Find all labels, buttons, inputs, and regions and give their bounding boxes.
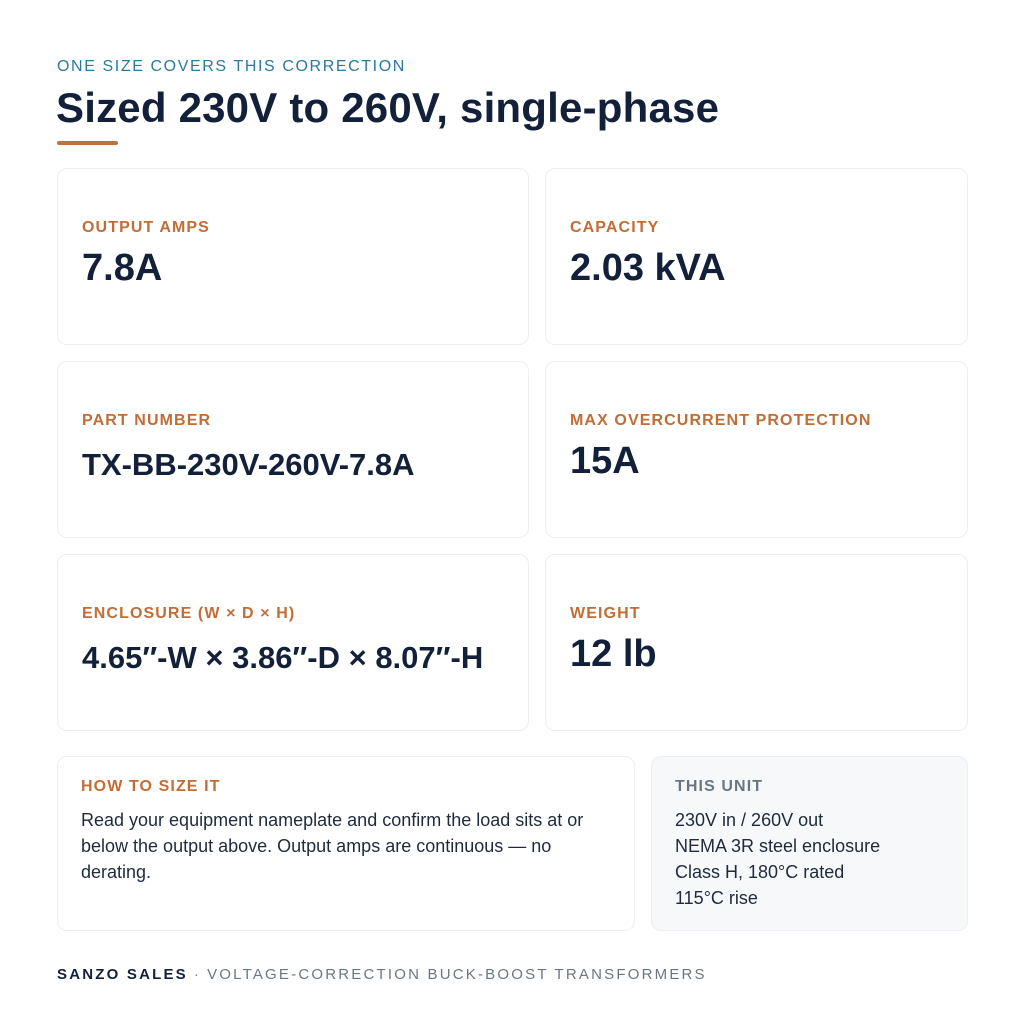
footer-tagline: VOLTAGE-CORRECTION BUCK-BOOST TRANSFORMERS: [207, 966, 707, 983]
spec-value: 15A: [570, 440, 640, 482]
how-to-size-label: HOW TO SIZE IT: [81, 778, 221, 795]
spec-card-max-overcurrent: [545, 361, 968, 538]
eyebrow-label: ONE SIZE COVERS THIS CORRECTION: [57, 58, 406, 75]
spec-label: WEIGHT: [570, 605, 641, 622]
spec-card-enclosure: [57, 554, 529, 731]
spec-card-weight: [545, 554, 968, 731]
spec-value: 12 lb: [570, 633, 657, 675]
this-unit-label: THIS UNIT: [675, 778, 764, 795]
footer-brand: SANZO SALES: [57, 966, 188, 983]
accent-rule: [57, 141, 118, 145]
spec-card-part-number: [57, 361, 529, 538]
spec-card-output-amps: [57, 168, 529, 345]
spec-value: 2.03 kVA: [570, 247, 726, 289]
spec-label: MAX OVERCURRENT PROTECTION: [570, 412, 872, 429]
spec-value: 7.8A: [82, 247, 163, 289]
spec-label: OUTPUT AMPS: [82, 219, 210, 236]
spec-value: TX-BB-230V-260V-7.8A: [82, 447, 415, 482]
list-item: Class H, 180°C rated: [675, 862, 845, 882]
spec-card-capacity: [545, 168, 968, 345]
spec-label: PART NUMBER: [82, 412, 212, 429]
footer-separator: ·: [193, 966, 202, 983]
spec-label: ENCLOSURE (W × D × H): [82, 605, 296, 622]
footer: [57, 966, 707, 983]
how-to-size-text: Read your equipment nameplate and confirm the load sits at or below the output above. Output amps are continuous — no derating.: [81, 810, 584, 882]
how-to-size-panel: [57, 756, 635, 931]
spec-label: CAPACITY: [570, 219, 660, 236]
this-unit-panel: [651, 756, 968, 931]
spec-value: 4.65″-W × 3.86″-D × 8.07″-H: [82, 640, 484, 675]
list-item: 230V in / 260V out: [675, 810, 824, 830]
list-item: 115°C rise: [675, 888, 758, 908]
this-unit-list: [675, 807, 880, 911]
page-title: Sized 230V to 260V, single-phase: [56, 84, 720, 131]
list-item: NEMA 3R steel enclosure: [675, 836, 881, 856]
